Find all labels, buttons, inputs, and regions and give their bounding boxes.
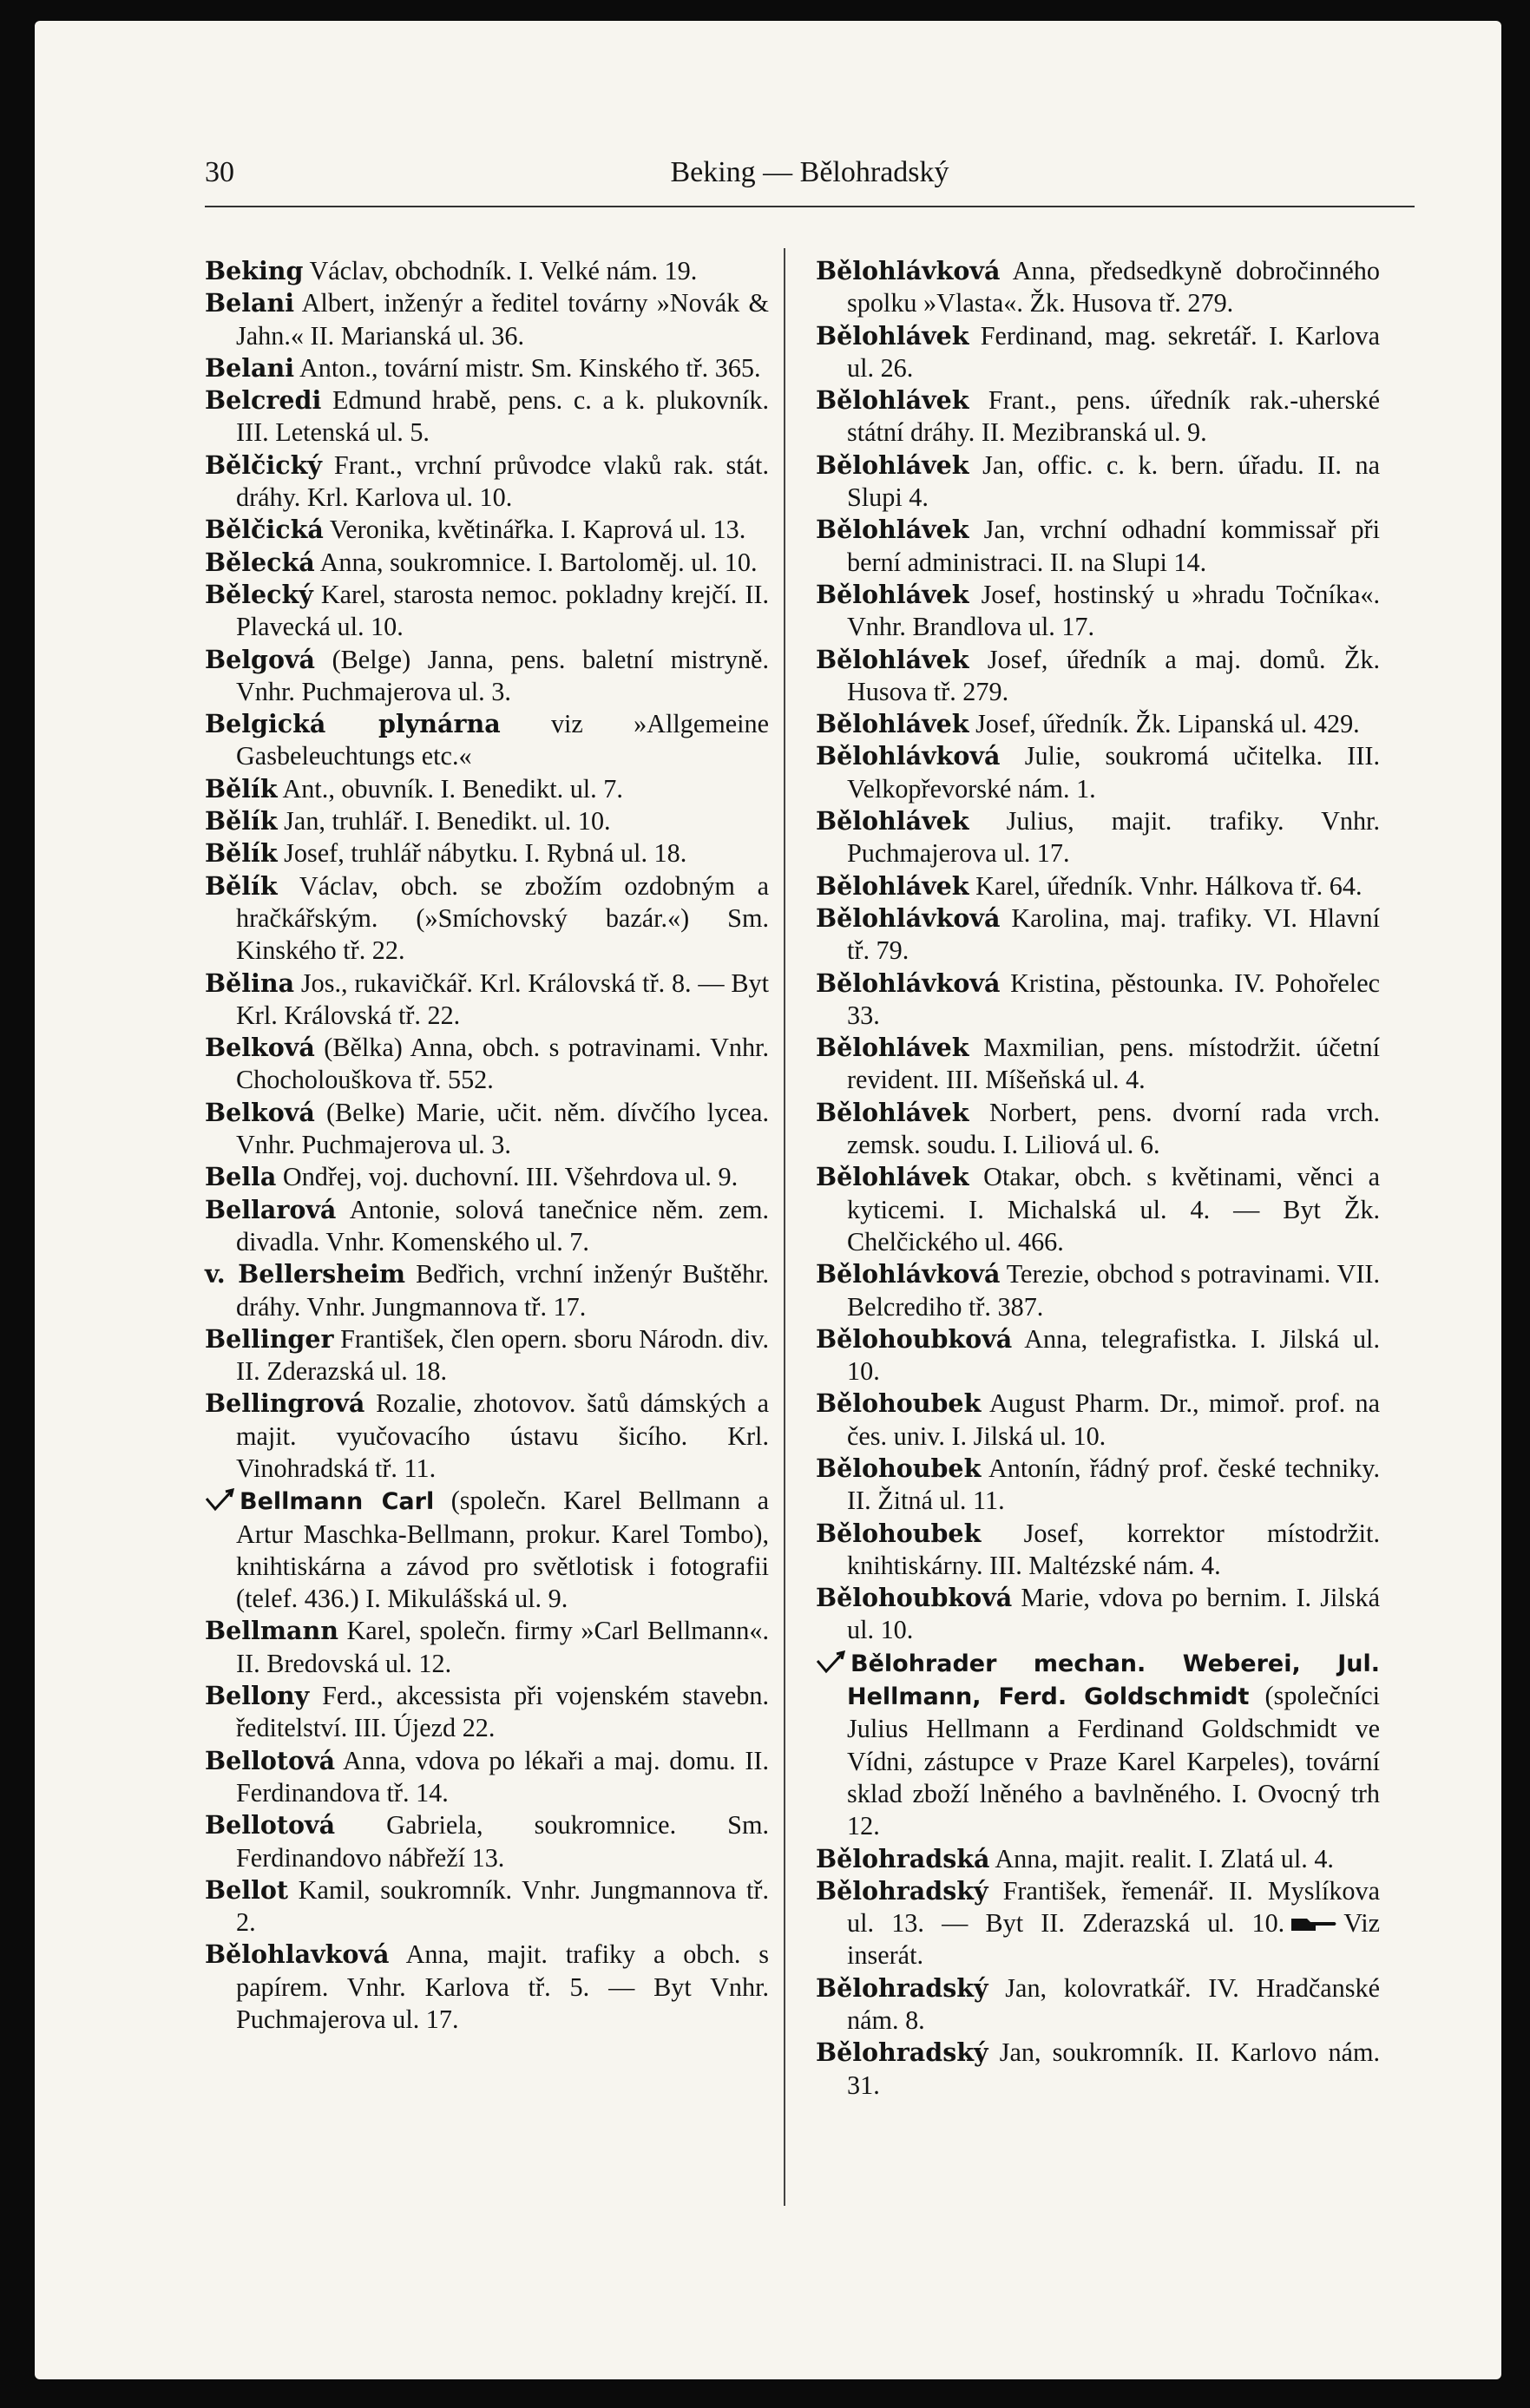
directory-entry	[205, 1745, 769, 1810]
entry-name: Bělčická	[205, 515, 324, 545]
directory-entry	[816, 255, 1380, 320]
entry-text: Ferdinand, mag. sekretář. I. Karlova ul. 26.	[847, 320, 1380, 383]
directory-entry	[816, 1097, 1380, 1162]
entry-text: Kristina, pěstounka. IV. Pohořelec 33.	[847, 968, 1380, 1030]
entry-name: Belcredi	[205, 385, 322, 416]
entry-text: Otakar, obch. s květinami, věnci a kyticemi. I. Michalská ul. 4. — Byt Žk. Chelčického ul. 466.	[847, 1162, 1380, 1256]
entry-text: František, člen opern. sboru Národn. div. II. Zderazská ul. 18.	[236, 1323, 769, 1387]
entry-name: Bělina	[205, 968, 295, 998]
entry-name: Bělohlávek	[816, 385, 969, 416]
directory-entry	[816, 1972, 1380, 2037]
directory-entry	[816, 449, 1380, 515]
entry-name: Bělohradský	[816, 2037, 988, 2068]
entry-name: Bělík	[205, 838, 278, 869]
directory-entry	[816, 579, 1380, 644]
directory-entry	[205, 644, 769, 709]
entry-name: Bella	[205, 1162, 277, 1192]
directory-entry	[816, 1582, 1380, 1647]
directory-entry	[205, 579, 769, 644]
entry-text: Kamil, soukromník. Vnhr. Jungmannova tř. 2.	[236, 1874, 769, 1938]
entry-text: Ferd., akcessista při vojenském stavebn. ředitelství. III. Újezd 22.	[236, 1681, 769, 1743]
directory-entry	[205, 805, 769, 837]
entry-name: Belgová	[205, 644, 316, 674]
directory-entry	[816, 1843, 1380, 1875]
advert-mark-icon	[816, 1650, 845, 1675]
entry-text: Antonie, solová tanečnice něm. zem. divadla. Vnhr. Komenského ul. 7.	[236, 1194, 769, 1256]
directory-entry	[205, 255, 769, 287]
entry-name: Belková	[205, 1097, 315, 1127]
entry-text: Julius, majit. trafiky. Vnhr. Puchmajerova ul. 17.	[847, 806, 1380, 869]
entry-name: Bellingrová	[205, 1388, 365, 1419]
entry-text: Karolina, maj. trafiky. VI. Hlavní tř. 79.	[847, 902, 1380, 966]
directory-entry	[205, 1485, 769, 1615]
entry-name: Belani	[205, 288, 295, 318]
entry-name: Bělohlávek	[816, 1162, 969, 1192]
entry-text: Jos., rukavičkář. Krl. Královská tř. 8. — Byt Krl. Královská tř. 22.	[236, 968, 769, 1030]
entry-name: Bellmann Carl	[240, 1488, 435, 1516]
directory-entry	[816, 1032, 1380, 1097]
header-rule	[205, 206, 1415, 207]
entry-name: Bělohlávek	[816, 1097, 969, 1127]
entry-name: Bělohradský	[816, 1875, 988, 1906]
entry-text: (Belke) Marie, učit. něm. dívčího lycea. Vnhr. Puchmajerova ul. 3.	[236, 1097, 769, 1160]
directory-entry	[205, 870, 769, 968]
entry-text: Anton., tovární mistr. Sm. Kinského tř. 365.	[294, 352, 761, 383]
directory-entry	[205, 449, 769, 515]
entry-text: Jan, soukromník. II. Karlovo nám. 31.	[847, 2037, 1380, 2100]
directory-entry	[205, 1680, 769, 1745]
directory-entry	[816, 320, 1380, 385]
entry-text: Jan, vrchní odhadní kommissař při berní administraci. II. na Slupi 14.	[847, 515, 1380, 577]
entry-name: Bělohlavková	[205, 1939, 390, 1970]
entry-name: Bělčický	[205, 449, 322, 480]
entry-name: Belgická plynárna	[205, 709, 501, 739]
directory-entry	[816, 870, 1380, 902]
directory-entry	[816, 708, 1380, 740]
entry-text: Josef, hostinský u »hradu Točníka«. Vnhr. Brandlova ul. 17.	[847, 579, 1380, 642]
entry-name: Bellony	[205, 1681, 310, 1711]
entry-name: Bělohlávková	[816, 902, 1001, 933]
entry-text: Anna, vdova po lékaři a maj. domu. II. Ferdinandova tř. 14.	[236, 1745, 769, 1808]
directory-entry	[205, 1323, 769, 1388]
entry-name: Bělohlávková	[816, 968, 1001, 998]
entry-text: Anna, majit. trafiky a obch. s papírem. Vnhr. Karlova tř. 5. — Byt Vnhr. Puchmajerova ul. 17.	[236, 1939, 769, 2035]
directory-entry	[205, 384, 769, 449]
entry-text: Josef, úředník. Žk. Lipanská ul. 429.	[969, 709, 1360, 739]
directory-entry	[205, 1809, 769, 1874]
entry-name: Bělohlávek	[816, 644, 969, 674]
column-divider	[784, 248, 785, 2206]
entry-name: Bělohradský	[816, 1972, 988, 2003]
entry-name: Bělík	[205, 806, 278, 837]
entry-name: Bellmann	[205, 1616, 338, 1646]
directory-entry	[205, 1388, 769, 1485]
entry-name: Bělohlávková	[816, 1259, 1001, 1289]
directory-entry	[205, 1615, 769, 1680]
directory-entry	[816, 1518, 1380, 1583]
directory-entry	[205, 1258, 769, 1323]
entry-text: Jan, kolovratkář. IV. Hradčanské nám. 8.	[847, 1972, 1380, 2036]
directory-entry	[816, 1258, 1380, 1323]
entry-text: Veronika, květinářka. I. Kaprová ul. 13.	[323, 515, 746, 545]
directory-entry	[816, 805, 1380, 870]
entry-text: Josef, úředník a maj. domů. Žk. Husova tř. 279.	[847, 644, 1380, 706]
entry-text: Julie, soukromá učitelka. III. Velkopřevorské nám. 1.	[847, 741, 1380, 804]
entry-text: Karel, společn. firmy »Carl Bellmann«. II. Bredovská ul. 12.	[236, 1616, 769, 1678]
entry-name: Bělohrader mechan. Weberei, Jul. Hellmann, Ferd. Goldschmidt	[847, 1650, 1380, 1711]
entry-text: Jan, truhlář. I. Benedikt. ul. 10.	[277, 806, 611, 837]
entry-text: Antonín, řádný prof. české techniky. II. Žitná ul. 11.	[847, 1453, 1380, 1516]
entry-name: Bělík	[205, 773, 278, 804]
entry-name: Bellersheim	[238, 1259, 406, 1289]
entry-text: Bedřich, vrchní inženýr Buštěhr. dráhy. Vnhr. Jungmannova tř. 17.	[236, 1259, 769, 1322]
entry-text: Ant., obuvník. I. Benedikt. ul. 7.	[277, 773, 623, 804]
directory-entry	[205, 968, 769, 1033]
entry-text: Jan, offic. c. k. bern. úřadu. II. na Slupi 4.	[847, 449, 1380, 513]
entry-text: Norbert, pens. dvorní rada vrch. zemsk. soudu. I. Liliová ul. 6.	[847, 1097, 1380, 1160]
entry-name: Bělohoubková	[816, 1323, 1013, 1354]
entry-text: Albert, inženýr a ředitel továrny »Novák & Jahn.« II. Marianská ul. 36.	[236, 288, 769, 351]
entry-text: August Pharm. Dr., mimoř. prof. na čes. univ. I. Jilská ul. 10.	[847, 1388, 1380, 1451]
directory-entry	[205, 773, 769, 805]
entry-text: (Belge) Janna, pens. baletní mistryně. Vnhr. Puchmajerova ul. 3.	[236, 644, 769, 706]
entry-text: Václav, obch. se zbožím ozdobným a hračkářským. (»Smíchovský bazár.«) Sm. Kinského tř. 22.	[236, 870, 769, 966]
entry-text: viz »Allgemeine Gasbeleuchtungs etc.«	[236, 709, 769, 771]
entry-prefix: v.	[205, 1259, 239, 1289]
entry-name: Bělohlávek	[816, 515, 969, 545]
entry-name: Belková	[205, 1033, 315, 1063]
directory-entry	[816, 740, 1380, 805]
directory-entry	[205, 837, 769, 869]
entry-text: Josef, truhlář nábytku. I. Rybná ul. 18.	[277, 838, 687, 869]
entry-name: Bellot	[205, 1874, 289, 1905]
entry-name: Bělecká	[205, 547, 315, 577]
entry-name: Bellotová	[205, 1810, 336, 1840]
directory-entry	[205, 1161, 769, 1193]
directory-entry	[205, 1874, 769, 1939]
entry-name: Bělohoubek	[816, 1388, 982, 1419]
directory-entry	[205, 547, 769, 579]
directory-entry	[816, 384, 1380, 449]
directory-entry	[816, 968, 1380, 1033]
left-column	[205, 255, 769, 2036]
directory-entry	[816, 1647, 1380, 1843]
entry-name: Bellinger	[205, 1323, 334, 1354]
directory-page	[35, 21, 1501, 2379]
entry-name: Bělohlávek	[816, 1033, 969, 1063]
entry-name: Bělohlávek	[816, 709, 969, 739]
pointing-hand-icon	[1290, 1915, 1338, 1934]
entry-text: Ondřej, voj. duchovní. III. Všehrdova ul. 9.	[276, 1162, 739, 1192]
right-column	[816, 255, 1380, 2102]
entry-name: Bělohlávek	[816, 870, 969, 901]
directory-entry	[205, 1939, 769, 2036]
entry-text: Anna, majit. realit. I. Zlatá ul. 4.	[989, 1843, 1334, 1873]
directory-entry	[816, 514, 1380, 579]
entry-name: Bělohradská	[816, 1843, 990, 1873]
directory-entry	[816, 1323, 1380, 1388]
running-title: Beking — Bělohradský	[670, 156, 949, 188]
entry-text: Anna, soukromnice. I. Bartoloměj. ul. 10.	[314, 547, 758, 577]
entry-name: Bělohlávek	[816, 806, 969, 837]
entry-name: Bělohlávková	[816, 256, 1001, 285]
entry-text: (společn. Karel Bellmann a Artur Maschka-Bellmann, prokur. Karel Tombo), knihtiskárna a závod pro světlotisk i fotografii (telef. 436.) I. Mikulášská ul. 9.	[236, 1486, 770, 1614]
directory-entry	[816, 1453, 1380, 1518]
entry-name: Bělík	[205, 870, 278, 901]
directory-entry	[205, 287, 769, 352]
directory-entry	[816, 2037, 1380, 2102]
directory-entry	[816, 1388, 1380, 1453]
entry-name: Bělohlávek	[816, 579, 969, 609]
entry-name: Bělohlávek	[816, 449, 969, 480]
entry-text: Josef, korrektor místodržit. knihtiskárny. III. Maltézské nám. 4.	[847, 1518, 1380, 1580]
directory-entry	[816, 1875, 1380, 1972]
entry-name: Bělecký	[205, 579, 313, 609]
entry-text: František, řemenář. II. Myslíkova ul. 13. — Byt II. Zderazská ul. 10.	[847, 1875, 1380, 1939]
directory-entry	[816, 644, 1380, 709]
directory-entry	[205, 514, 769, 546]
entry-text: Karel, úředník. Vnhr. Hálkova tř. 64.	[969, 870, 1363, 901]
page-header	[205, 151, 1415, 194]
directory-entry	[816, 902, 1380, 968]
entry-text: Maxmilian, pens. místodržit. účetní revident. III. Míšeňská ul. 4.	[847, 1033, 1380, 1095]
directory-entry	[205, 1097, 769, 1162]
entry-text: Marie, vdova po bernim. I. Jilská ul. 10.	[847, 1583, 1380, 1645]
page-number: 30	[205, 156, 234, 188]
directory-entry	[205, 352, 769, 384]
entry-text: (společníci Julius Hellmann a Ferdinand Goldschmidt ve Vídni, zástupce v Praze Karel Karpeles), tovární sklad zboží lněného a bavlněného. I. Ovocný trh 12.	[847, 1681, 1380, 1841]
entry-name: Bělohoubek	[816, 1518, 982, 1548]
entry-text: Edmund hrabě, pens. c. a k. plukovník. III. Letenská ul. 5.	[236, 385, 769, 448]
entry-text: Gabriela, soukromnice. Sm. Ferdinandovo nábřeží 13.	[236, 1810, 769, 1873]
entry-text: Frant., vrchní průvodce vlaků rak. stát. dráhy. Krl. Karlova ul. 10.	[236, 449, 769, 513]
entry-text: Frant., pens. úředník rak.-uherské státní dráhy. II. Mezibranská ul. 9.	[847, 385, 1380, 448]
entry-name: Bělohoubková	[816, 1583, 1013, 1613]
entry-text: Anna, telegrafistka. I. Jilská ul. 10.	[847, 1323, 1380, 1387]
entry-text: Karel, starosta nemoc. pokladny krejčí. II. Plavecká ul. 10.	[236, 579, 769, 642]
directory-entry	[205, 1032, 769, 1097]
entry-see-insert: Viz inserát.	[847, 1908, 1380, 1971]
directory-entry	[816, 1161, 1380, 1258]
entry-text: (Bělka) Anna, obch. s potravinami. Vnhr. Chocholouškova tř. 552.	[236, 1033, 769, 1095]
directory-entry	[205, 708, 769, 773]
entry-name: Bellarová	[205, 1194, 337, 1224]
advert-mark-icon	[205, 1488, 234, 1512]
directory-entry	[205, 1194, 769, 1259]
entry-name: Bělohlávková	[816, 741, 1001, 771]
entry-text: Rozalie, zhotovov. šatů dámských a majit. vyučovacího ústavu šicího. Krl. Vinohradská tř. 11.	[236, 1388, 769, 1483]
entry-name: Bělohlávek	[816, 320, 969, 351]
entry-text: Terezie, obchod s potravinami. VII. Belcrediho tř. 387.	[847, 1259, 1380, 1322]
entry-text: Anna, předsedkyně dobročinného spolku »Vlasta«. Žk. Husova tř. 279.	[847, 256, 1380, 318]
entry-name: Bělohoubek	[816, 1453, 982, 1483]
entry-name: Belani	[205, 352, 295, 383]
entry-text: Václav, obchodník. I. Velké nám. 19.	[303, 256, 698, 285]
entry-name: Bellotová	[205, 1745, 336, 1775]
entry-name: Beking	[205, 256, 304, 285]
